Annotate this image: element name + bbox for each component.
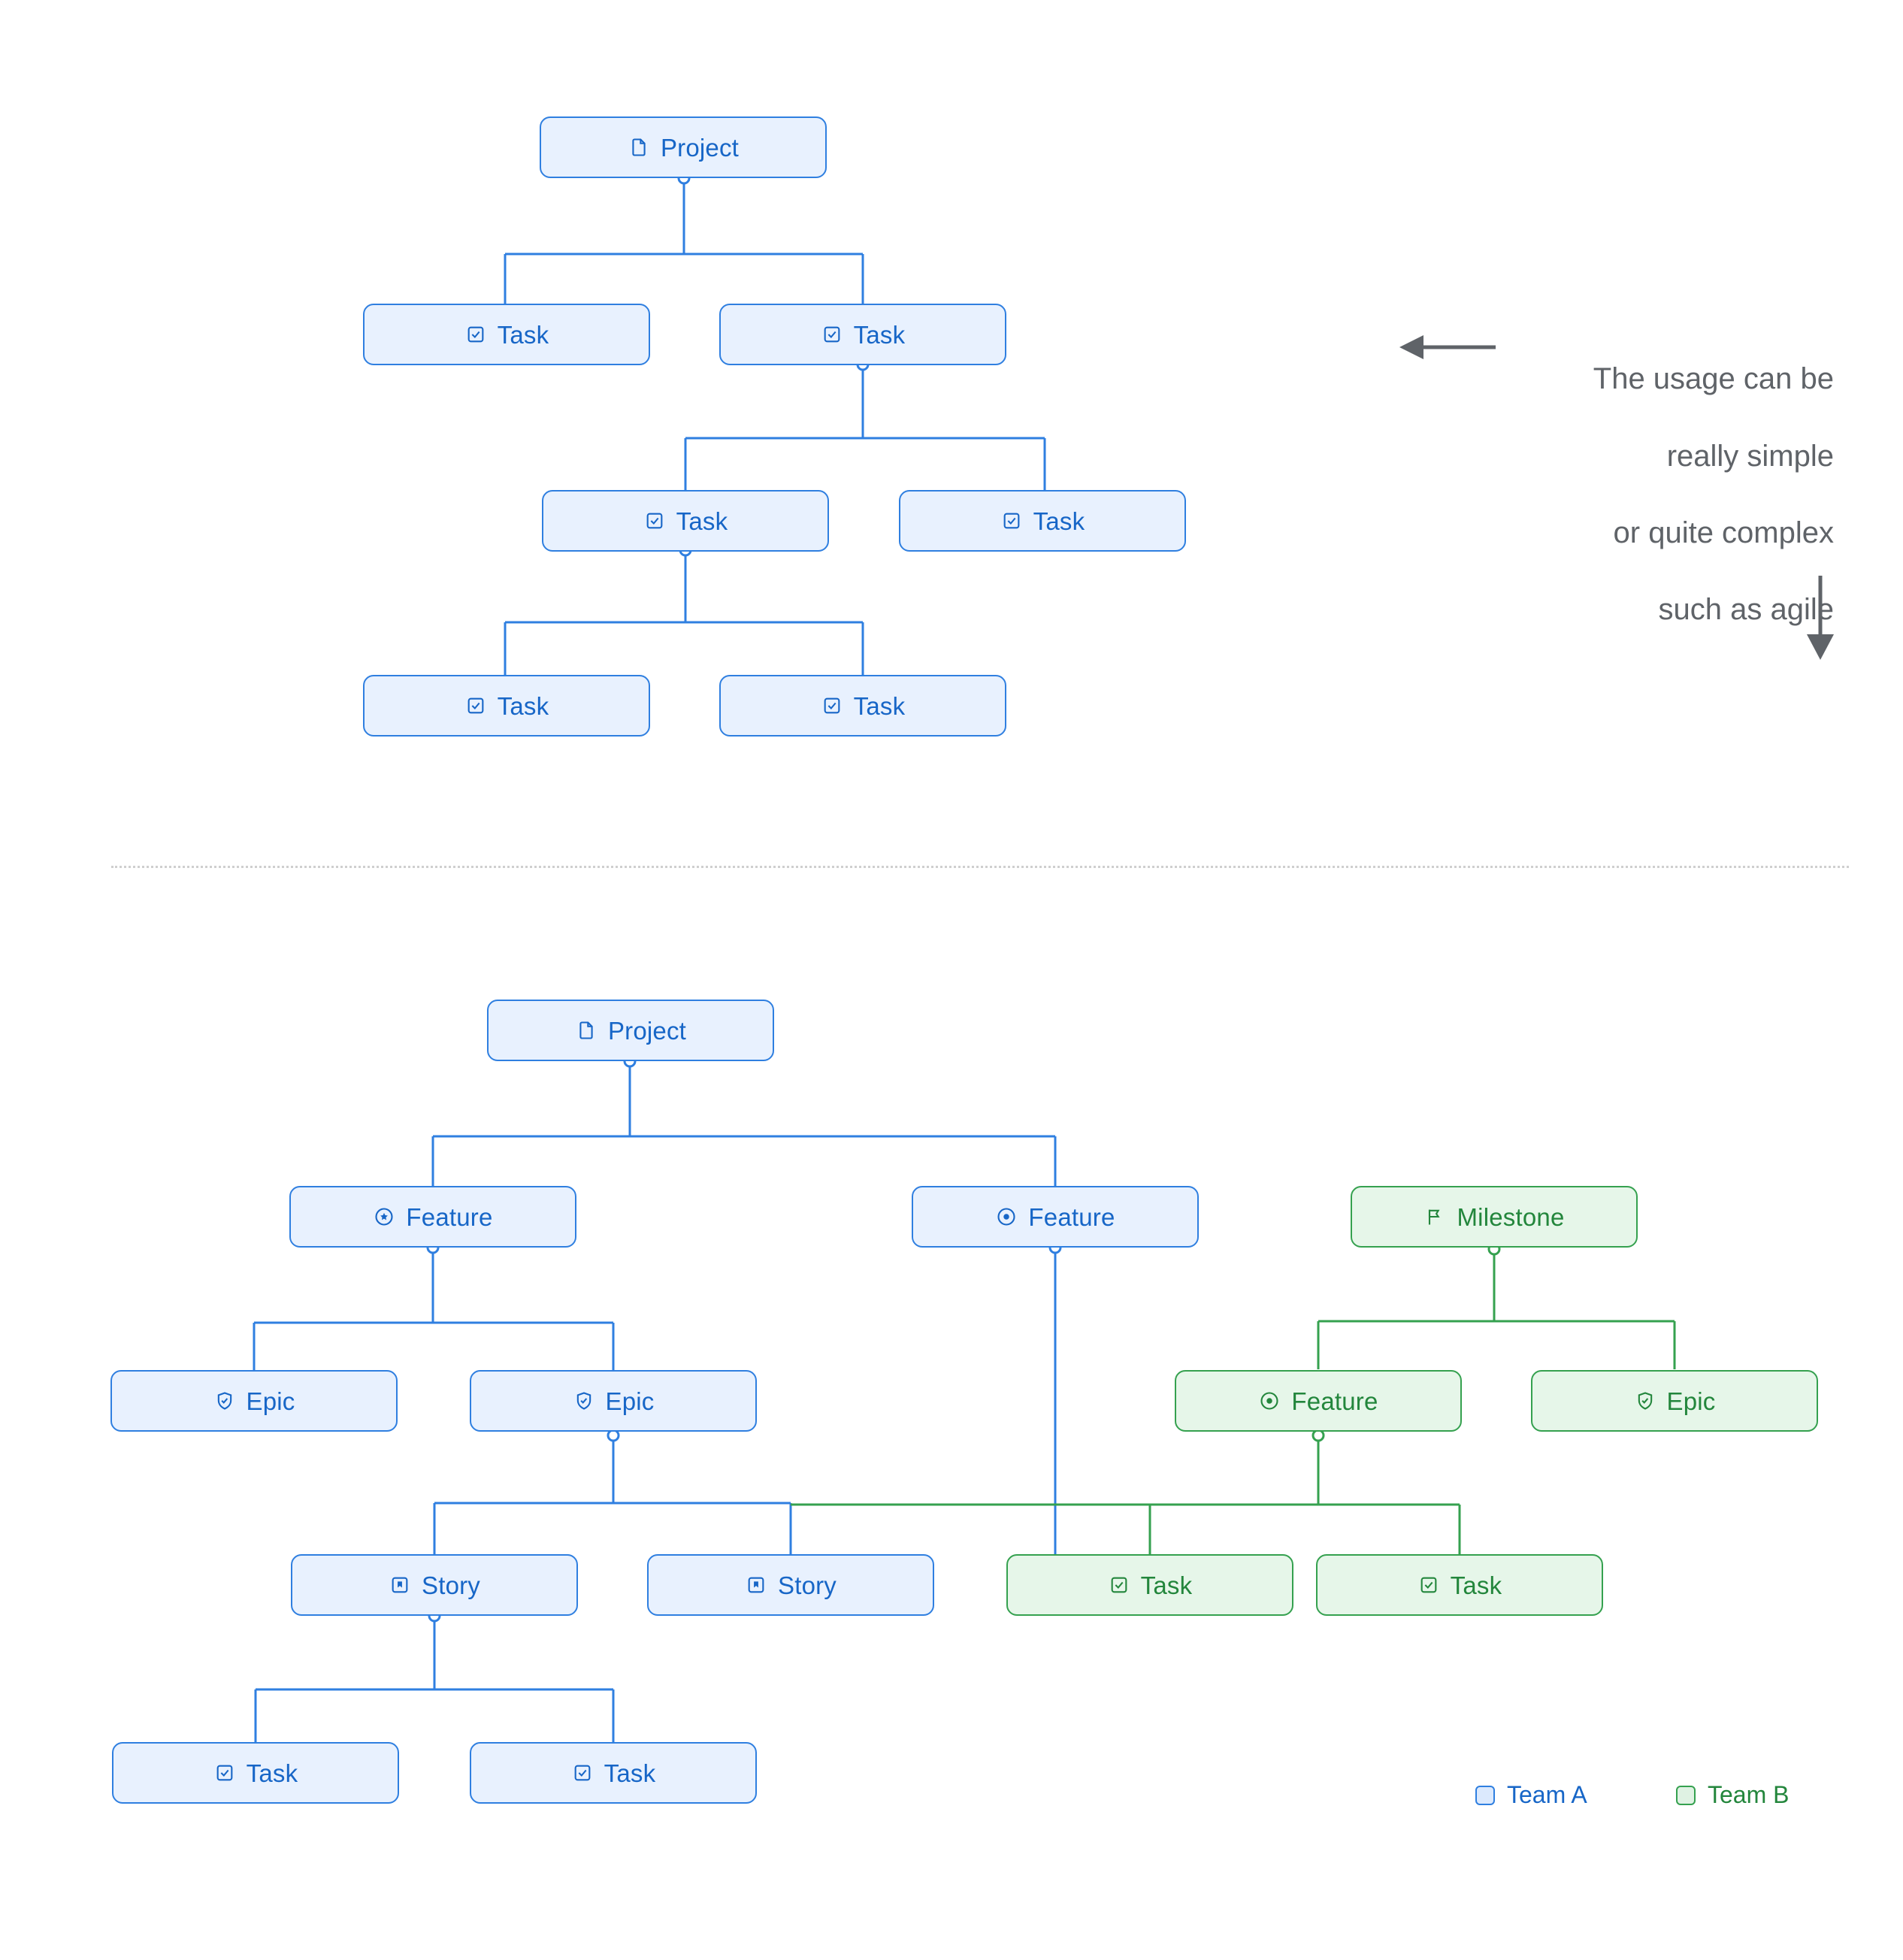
legend-team-a	[1475, 1781, 1587, 1809]
node-label: Feature	[1028, 1202, 1115, 1231]
checkbox-icon	[821, 323, 843, 346]
callout-line-4: such as agile	[1658, 593, 1834, 627]
checkbox-icon	[1417, 1574, 1440, 1596]
node-task-top-c2[interactable]	[719, 675, 1006, 737]
node-label: Task	[1033, 507, 1085, 535]
node-task-top-b2[interactable]	[899, 490, 1186, 552]
legend-swatch-icon	[1475, 1786, 1495, 1805]
checkbox-icon	[1000, 510, 1023, 532]
node-label: Epic	[605, 1387, 655, 1415]
target-icon	[995, 1205, 1018, 1228]
flag-icon	[1423, 1205, 1446, 1228]
shield-icon	[213, 1390, 236, 1412]
callout-line-3: or quite complex	[1613, 516, 1834, 549]
node-project-top[interactable]	[540, 116, 827, 178]
node-task-top-c1[interactable]	[363, 675, 650, 737]
node-label: Task	[1140, 1571, 1193, 1599]
section-divider	[111, 866, 1849, 868]
checkbox-icon	[464, 694, 487, 717]
callout-text	[1488, 322, 1834, 668]
bookmark-icon	[745, 1574, 767, 1596]
legend-label: Team A	[1507, 1781, 1587, 1808]
target-icon	[1258, 1390, 1281, 1412]
checkbox-icon	[643, 510, 666, 532]
node-label: Feature	[406, 1202, 493, 1231]
node-label: Task	[853, 691, 906, 720]
node-feature-2[interactable]	[912, 1186, 1199, 1248]
callout-line-2: really simple	[1666, 439, 1834, 473]
node-feature-1[interactable]	[289, 1186, 576, 1248]
node-label: Task	[604, 1759, 656, 1787]
node-task-top-a1[interactable]	[363, 304, 650, 365]
bookmark-icon	[389, 1574, 411, 1596]
node-label: Story	[777, 1571, 837, 1599]
node-task-blue-2[interactable]	[470, 1742, 757, 1804]
node-label: Epic	[246, 1387, 295, 1415]
checkbox-icon	[1108, 1574, 1130, 1596]
node-task-top-a2[interactable]	[719, 304, 1006, 365]
node-milestone[interactable]	[1351, 1186, 1638, 1248]
document-icon	[628, 136, 650, 159]
node-task-green-2[interactable]	[1316, 1554, 1603, 1616]
node-label: Task	[246, 1759, 298, 1787]
node-task-green-1[interactable]	[1006, 1554, 1293, 1616]
node-label: Feature	[1291, 1387, 1378, 1415]
node-feature-3[interactable]	[1175, 1370, 1462, 1432]
checkbox-icon	[821, 694, 843, 717]
node-project-bottom[interactable]	[487, 1000, 774, 1061]
node-label: Task	[1450, 1571, 1502, 1599]
node-epic-1[interactable]	[110, 1370, 398, 1432]
checkbox-icon	[464, 323, 487, 346]
node-task-blue-1[interactable]	[112, 1742, 399, 1804]
node-label: Epic	[1666, 1387, 1716, 1415]
checkbox-icon	[571, 1762, 594, 1784]
shield-icon	[1634, 1390, 1656, 1412]
document-icon	[575, 1019, 598, 1042]
callout-line-1: The usage can be	[1593, 362, 1834, 396]
node-label: Story	[421, 1571, 481, 1599]
legend-team-b	[1676, 1781, 1789, 1809]
node-epic-2[interactable]	[470, 1370, 757, 1432]
star-icon	[373, 1205, 395, 1228]
node-label: Project	[607, 1016, 687, 1045]
node-story-1[interactable]	[291, 1554, 578, 1616]
legend-label: Team B	[1708, 1781, 1790, 1808]
node-label: Task	[853, 320, 906, 349]
node-task-top-b1[interactable]	[542, 490, 829, 552]
node-epic-3[interactable]	[1531, 1370, 1818, 1432]
node-label: Project	[660, 133, 740, 162]
shield-icon	[573, 1390, 595, 1412]
node-label: Task	[676, 507, 728, 535]
node-label: Task	[497, 320, 549, 349]
checkbox-icon	[213, 1762, 236, 1784]
node-label: Milestone	[1457, 1202, 1565, 1231]
node-story-2[interactable]	[647, 1554, 934, 1616]
legend-swatch-icon	[1676, 1786, 1696, 1805]
node-label: Task	[497, 691, 549, 720]
